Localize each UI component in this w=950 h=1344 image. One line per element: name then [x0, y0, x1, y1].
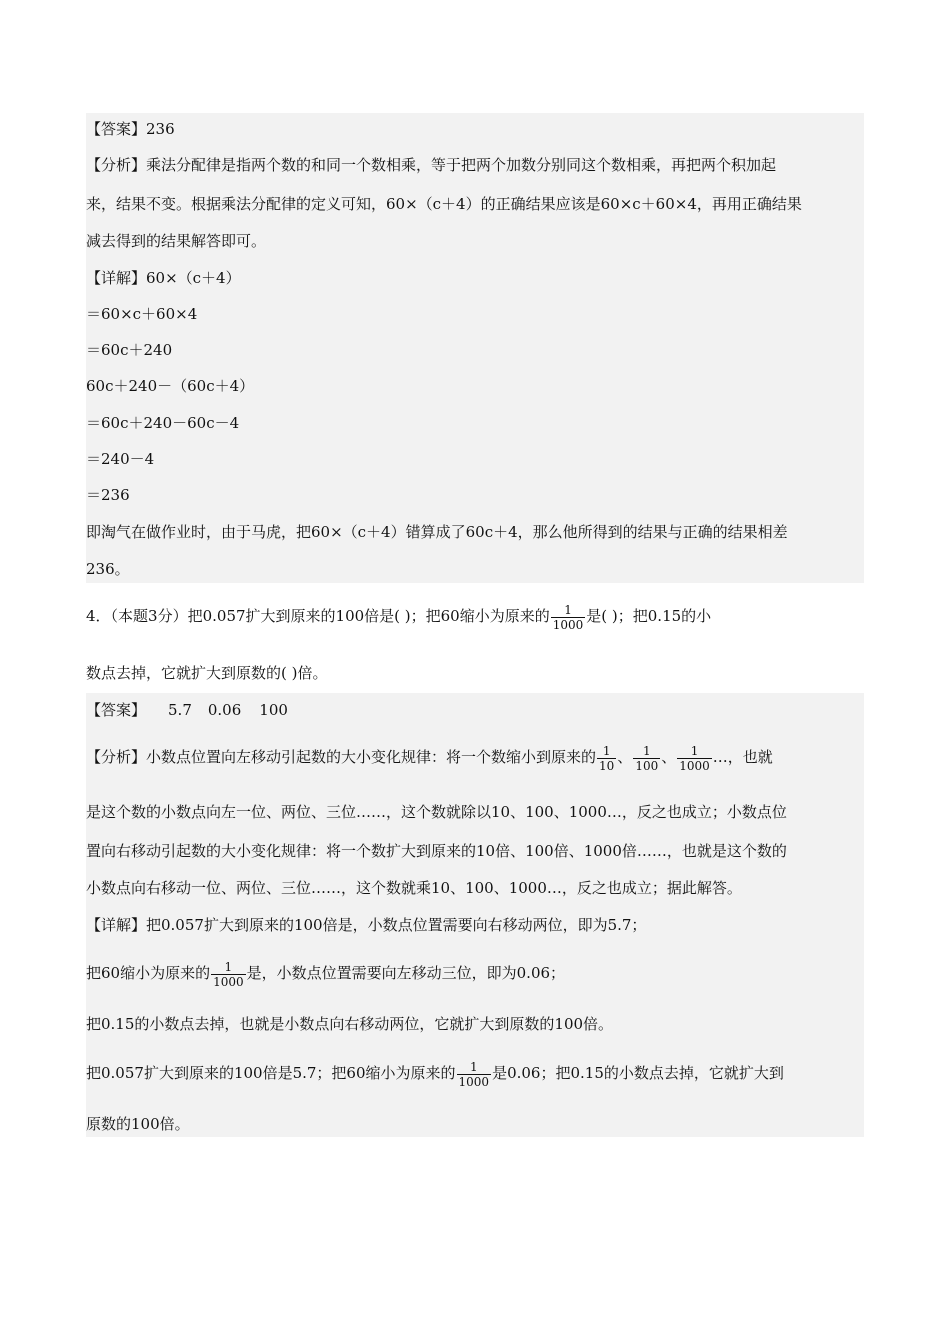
fraction: $\frac{1}{1000}$	[552, 602, 584, 632]
question-4-line-2: 数点去掉，它就扩大到原数的( )倍。	[86, 664, 328, 682]
question-4-line-1	[86, 596, 711, 636]
question-4-text-a: 4．（本题3分）把0.057扩大到原来的100倍是( )；把60缩小为原来的	[86, 607, 550, 625]
answer-block-q4	[86, 693, 864, 1137]
analysis-line-4: 小数点向右移动一位、两位、三位……，这个数就乘10、100、1000…，反之也成立；据此解答。	[86, 879, 742, 897]
fraction: $\frac{1}{1000}$	[458, 1059, 490, 1089]
detail-line-7: ＝236	[86, 486, 130, 504]
fraction: $\frac{1}{10}$	[599, 743, 615, 773]
question-4-text-b: 是( )；把0.15的小	[586, 607, 712, 625]
analysis-line-3: 置向右移动引起数的大小变化规律：将一个数扩大到原来的10倍、100倍、1000倍……，也就是这个数的	[86, 842, 787, 860]
detail-line-5: ＝60c＋240－60c－4	[86, 414, 240, 432]
fraction: $\frac{1}{1000}$	[679, 743, 710, 773]
analysis-line-2: 来，结果不变。根据乘法分配律的定义可知，60×（c＋4）的正确结果应该是60×c＋60×4，再用正确结果	[86, 195, 802, 213]
detail-line-6: ＝240－4	[86, 450, 155, 468]
conclusion-line-1: 即淘气在做作业时，由于马虎，把60×（c＋4）错算成了60c＋4，那么他所得到的结果与正确的结果相差	[86, 523, 788, 541]
detail-line-2: ＝60×c＋60×4	[86, 305, 198, 323]
detail-line-1: 【详解】把0.057扩大到原来的100倍是，小数点位置需要向右移动两位，即为5.7；	[86, 916, 647, 934]
answer-line: 【答案】236	[86, 120, 175, 138]
summary-line-1: 把0.057扩大到原来的100倍是5.7；把60缩小为原来的 $\frac{1}{1000}$ 是0.06；把0.15的小数点去掉，它就扩大到	[86, 1059, 784, 1089]
answer-value-1: 5.7	[168, 701, 192, 719]
analysis-line-2: 是这个数的小数点向左一位、两位、三位……，这个数就除以10、100、1000…，反之也成立；小数点位	[86, 803, 787, 821]
detail-line-2: 把60缩小为原来的 $\frac{1}{1000}$ 是，小数点位置需要向左移动三位，即为0.06；	[86, 959, 566, 989]
fraction: $\frac{1}{100}$	[635, 743, 659, 773]
detail-line-4: 60c＋240－（60c＋4）	[86, 377, 255, 395]
answer-line: 【答案】 5.7 0.06 100	[86, 701, 288, 719]
summary-line-2: 原数的100倍。	[86, 1115, 190, 1133]
analysis-line-1: 【分析】小数点位置向左移动引起数的大小变化规律：将一个数缩小到原来的 $\frac{1}{10}$ 、 $\frac{1}{100}$ 、 $\frac{1}{1000}$ …，也就	[86, 743, 773, 773]
answer-value-2: 0.06	[207, 701, 242, 719]
detail-line-1: 【详解】60×（c＋4）	[86, 269, 241, 287]
detail-line-3: 把0.15的小数点去掉，也就是小数点向右移动两位，它就扩大到原数的100倍。	[86, 1015, 614, 1033]
answer-value-3: 100	[259, 701, 288, 719]
fraction: $\frac{1}{1000}$	[213, 959, 244, 989]
conclusion-line-2: 236。	[86, 560, 130, 578]
detail-line-3: ＝60c＋240	[86, 341, 173, 359]
analysis-line-1: 【分析】乘法分配律是指两个数的和同一个数相乘，等于把两个加数分别同这个数相乘，再把两个积加起	[86, 156, 777, 174]
analysis-line-3: 减去得到的结果解答即可。	[86, 232, 267, 250]
answer-block-q3	[86, 113, 864, 583]
